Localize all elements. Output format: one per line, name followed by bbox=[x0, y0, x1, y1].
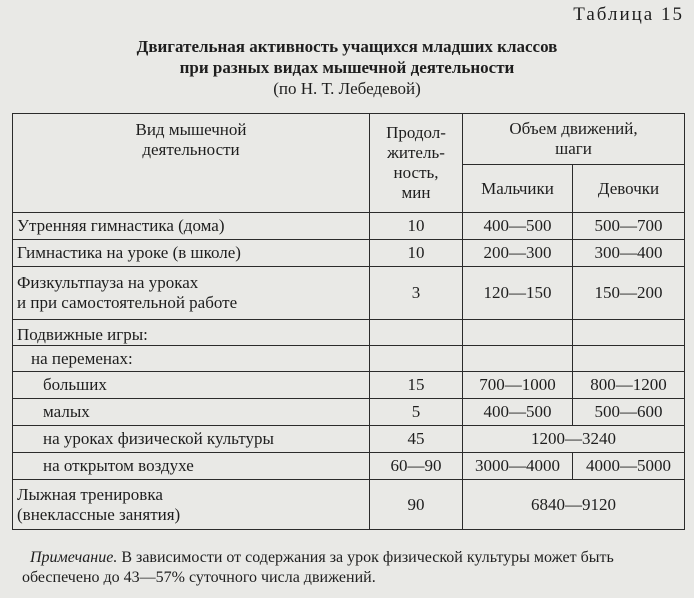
header-duration-line-3: ность, bbox=[393, 163, 439, 182]
girls-value: 4000—5000 bbox=[573, 453, 685, 480]
table-row bbox=[13, 213, 685, 240]
header-volume bbox=[463, 114, 685, 165]
table-number: Таблица 15 bbox=[573, 4, 684, 25]
table-row bbox=[13, 320, 685, 346]
header-duration bbox=[370, 114, 463, 213]
boys-value: 400—500 bbox=[463, 213, 573, 240]
activity-name-line-2: и при самостоятельной работе bbox=[17, 293, 238, 312]
table-row bbox=[13, 453, 685, 480]
combined-value: 6840—9120 bbox=[463, 480, 685, 530]
empty-cell bbox=[573, 346, 685, 372]
activity-name-line-2: (внеклассные занятия) bbox=[17, 504, 181, 524]
duration-value: 3 bbox=[370, 267, 463, 320]
duration-value: 15 bbox=[370, 372, 463, 399]
header-row-1 bbox=[13, 114, 685, 165]
header-duration-line-1: Продол- bbox=[386, 123, 446, 142]
breaks-subheader: на переменах: bbox=[13, 346, 370, 372]
empty-cell bbox=[463, 320, 573, 346]
duration-value: 5 bbox=[370, 399, 463, 426]
table-row bbox=[13, 426, 685, 453]
note-text: В зависимости от содержания за урок физической культуры может быть обеспечено до 43—57% суточного числа движений. bbox=[22, 549, 614, 586]
duration-value: 10 bbox=[370, 213, 463, 240]
duration-value: 10 bbox=[370, 240, 463, 267]
empty-cell bbox=[463, 346, 573, 372]
girls-value: 800—1200 bbox=[573, 372, 685, 399]
boys-value: 3000—4000 bbox=[463, 453, 573, 480]
activity-name: Гимнастика на уроке (в школе) bbox=[13, 240, 370, 267]
duration-value: 60—90 bbox=[370, 453, 463, 480]
note-label: Примечание. bbox=[30, 549, 118, 566]
header-volume-line-2: шаги bbox=[555, 139, 592, 158]
header-duration-line-2: житель- bbox=[387, 143, 445, 162]
activity-table bbox=[12, 113, 685, 530]
header-boys: Мальчики bbox=[463, 165, 573, 213]
activity-name: малых bbox=[13, 399, 370, 426]
header-volume-line-1: Объем движений, bbox=[509, 119, 638, 138]
table-note bbox=[22, 548, 682, 588]
table-row bbox=[13, 480, 685, 530]
boys-value: 400—500 bbox=[463, 399, 573, 426]
girls-value: 150—200 bbox=[573, 267, 685, 320]
duration-value: 90 bbox=[370, 480, 463, 530]
combined-value: 1200—3240 bbox=[463, 426, 685, 453]
empty-cell bbox=[573, 320, 685, 346]
activity-name: на уроках физической культуры bbox=[13, 426, 370, 453]
boys-value: 200—300 bbox=[463, 240, 573, 267]
table-title bbox=[0, 36, 694, 99]
table-row bbox=[13, 372, 685, 399]
header-girls: Девочки bbox=[573, 165, 685, 213]
header-duration-line-4: мин bbox=[401, 183, 431, 202]
boys-value: 700—1000 bbox=[463, 372, 573, 399]
header-activity bbox=[13, 114, 370, 213]
activity-name bbox=[13, 267, 370, 320]
header-activity-line-2: деятельности bbox=[142, 140, 240, 159]
activity-name: больших bbox=[13, 372, 370, 399]
header-activity-line-1: Вид мышечной bbox=[135, 120, 247, 139]
games-group-header: Подвижные игры: bbox=[13, 320, 370, 346]
activity-name-line-1: Лыжная тренировка bbox=[17, 484, 163, 504]
activity-name: Утренняя гимнастика (дома) bbox=[13, 213, 370, 240]
table-row bbox=[13, 346, 685, 372]
empty-cell bbox=[370, 320, 463, 346]
title-line-1: Двигательная активность учащихся младших классов bbox=[136, 37, 558, 56]
table-row bbox=[13, 240, 685, 267]
empty-cell bbox=[370, 346, 463, 372]
activity-name: на открытом воздухе bbox=[13, 453, 370, 480]
girls-value: 500—600 bbox=[573, 399, 685, 426]
table-row bbox=[13, 267, 685, 320]
title-line-2: при разных видах мышечной деятельности bbox=[179, 58, 515, 77]
girls-value: 500—700 bbox=[573, 213, 685, 240]
title-line-3: (по Н. Т. Лебедевой) bbox=[273, 79, 421, 98]
table-row bbox=[13, 399, 685, 426]
girls-value: 300—400 bbox=[573, 240, 685, 267]
activity-name-line-1: Физкультпауза на уроках bbox=[17, 273, 199, 292]
boys-value: 120—150 bbox=[463, 267, 573, 320]
activity-name bbox=[13, 480, 370, 530]
duration-value: 45 bbox=[370, 426, 463, 453]
